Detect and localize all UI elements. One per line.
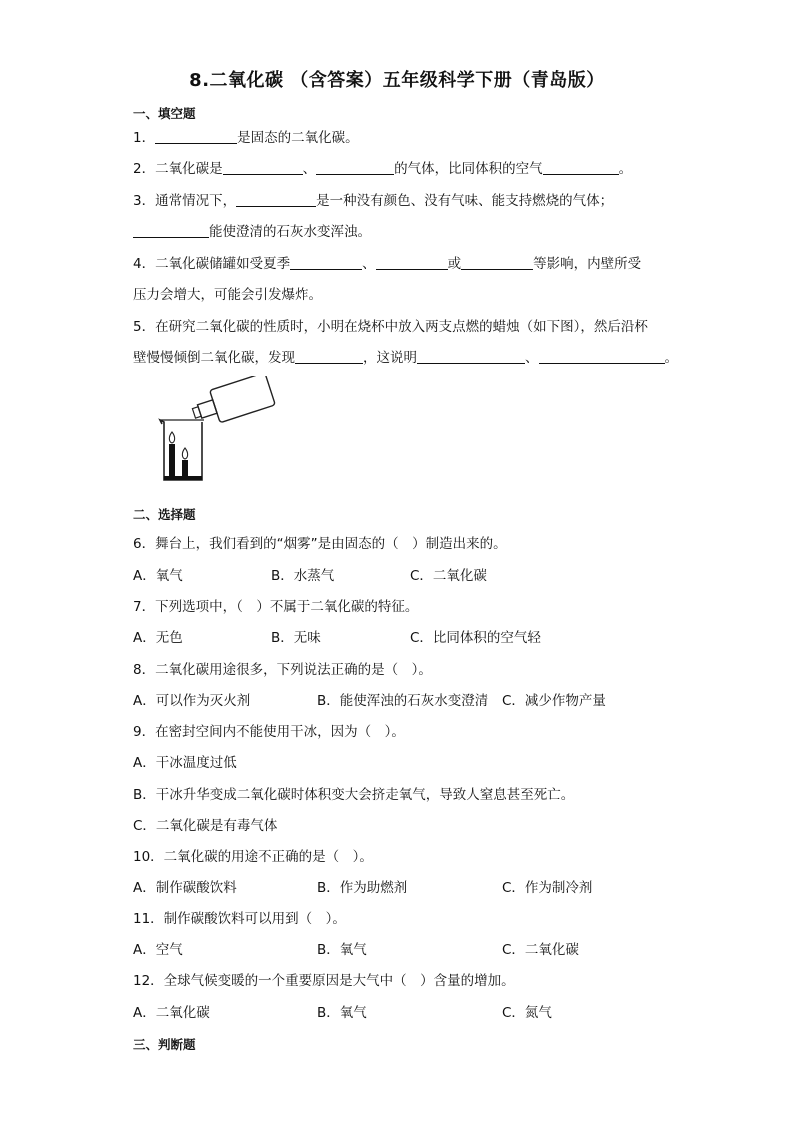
q9-option-a[interactable]: A．干冰温度过低 <box>133 755 237 771</box>
q4-text-1: 4．二氧化碳储罐如受夏季 <box>133 256 291 272</box>
q12-option-b[interactable]: B．氧气 <box>317 1005 367 1021</box>
q4-text-3: 或 <box>447 256 462 272</box>
candle-tall-icon <box>169 432 175 478</box>
q5-blank-3[interactable] <box>539 349 665 364</box>
q7-option-a[interactable]: A．无色 <box>133 630 183 646</box>
beaker-candle-figure <box>152 376 282 486</box>
q11-option-c[interactable]: C．二氧化碳 <box>502 942 579 958</box>
question-2 <box>133 159 632 179</box>
question-3 <box>133 191 613 211</box>
q1-blank[interactable] <box>155 129 237 144</box>
q4-text-5: 压力会增大，可能会引发爆炸。 <box>133 287 322 303</box>
q12-option-c[interactable]: C．氮气 <box>502 1005 552 1021</box>
beaker-base <box>164 476 202 480</box>
q2-text-1: 2．二氧化碳是 <box>133 161 223 177</box>
q8-option-a[interactable]: A．可以作为灭火剂 <box>133 693 251 709</box>
q11-option-b[interactable]: B．氧气 <box>317 942 367 958</box>
candle-short-icon <box>182 448 188 478</box>
q8-option-c[interactable]: C．减少作物产量 <box>502 693 606 709</box>
question-3-line-2 <box>133 222 371 242</box>
q2-blank-2[interactable] <box>316 160 394 175</box>
q5-text-3: ，这说明 <box>363 350 417 366</box>
q2-text-3: 的气体，比同体积的空气 <box>394 161 543 177</box>
q6-option-b[interactable]: B．水蒸气 <box>271 568 335 584</box>
q3-blank-2[interactable] <box>133 223 209 238</box>
question-6: 6．舞台上，我们看到的“烟雾”是由固态的（ ）制造出来的。 <box>133 536 507 552</box>
question-7: 7．下列选项中，（ ）不属于二氧化碳的特征。 <box>133 599 419 615</box>
q4-blank-2[interactable] <box>376 255 448 270</box>
q4-blank-3[interactable] <box>461 255 533 270</box>
q5-text-2: 壁慢慢倾倒二氧化碳，发现 <box>133 350 295 366</box>
q6-option-a[interactable]: A．氧气 <box>133 568 183 584</box>
q3-blank-1[interactable] <box>236 192 316 207</box>
question-1 <box>133 128 359 148</box>
q5-blank-2[interactable] <box>417 349 525 364</box>
q10-option-b[interactable]: B．作为助燃剂 <box>317 880 408 896</box>
q4-text-4: 等影响，内壁所受 <box>533 256 642 272</box>
q7-option-c[interactable]: C．比同体积的空气轻 <box>410 630 541 646</box>
question-9: 9．在密封空间内不能使用干冰，因为（ ）。 <box>133 724 405 740</box>
question-5-line-2 <box>133 348 678 368</box>
q9-option-b[interactable]: B．干冰升华变成二氧化碳时体积变大会挤走氧气，导致人窒息甚至死亡。 <box>133 787 575 803</box>
q10-option-a[interactable]: A．制作碳酸饮料 <box>133 880 237 896</box>
q5-text-5: 。 <box>664 350 678 366</box>
q2-blank-1[interactable] <box>223 160 303 175</box>
q3-text-3: 能使澄清的石灰水变浑浊。 <box>209 224 371 240</box>
q11-option-a[interactable]: A．空气 <box>133 942 183 958</box>
q3-text-2: 是一种没有颜色、没有气味、能支持燃烧的气体； <box>316 193 614 209</box>
q12-option-a[interactable]: A．二氧化碳 <box>133 1005 210 1021</box>
q7-option-b[interactable]: B．无味 <box>271 630 321 646</box>
section-judgment-heading: 三、判断题 <box>133 1037 196 1052</box>
q6-option-c[interactable]: C．二氧化碳 <box>410 568 487 584</box>
q3-text-1: 3．通常情况下， <box>133 193 237 209</box>
q4-text-2: 、 <box>362 256 376 272</box>
q8-option-b[interactable]: B．能使浑浊的石灰水变澄清 <box>317 693 489 709</box>
question-5 <box>133 317 648 337</box>
section-fill-blank-heading: 一、填空题 <box>133 106 196 121</box>
q5-text-4: 、 <box>525 350 539 366</box>
q2-blank-3[interactable] <box>543 160 619 175</box>
q2-text-4: 。 <box>618 161 633 177</box>
q5-text-1: 5．在研究二氧化碳的性质时，小明在烧杯中放入两支点燃的蜡烛（如下图），然后沿杯 <box>133 319 648 335</box>
question-4 <box>133 254 641 274</box>
page-title: 8.二氧化碳 （含答案）五年级科学下册（青岛版） <box>189 70 605 91</box>
co2-bottle-icon <box>189 376 276 430</box>
q2-text-2: 、 <box>302 161 317 177</box>
question-12: 12．全球气候变暖的一个重要原因是大气中（ ）含量的增加。 <box>133 973 515 989</box>
q1-number: 1． <box>133 130 156 146</box>
q1-text: 是固态的二氧化碳。 <box>237 130 359 146</box>
question-4-line-2 <box>133 285 322 305</box>
question-11: 11．制作碳酸饮料可以用到（ ）。 <box>133 911 346 927</box>
q4-blank-1[interactable] <box>290 255 362 270</box>
q9-option-c[interactable]: C．二氧化碳是有毒气体 <box>133 818 278 834</box>
section-choice-heading: 二、选择题 <box>133 507 196 522</box>
q5-blank-1[interactable] <box>295 349 363 364</box>
question-10: 10．二氧化碳的用途不正确的是（ ）。 <box>133 849 373 865</box>
q10-option-c[interactable]: C．作为制冷剂 <box>502 880 593 896</box>
question-8: 8．二氧化碳用途很多，下列说法正确的是（ ）。 <box>133 662 432 678</box>
